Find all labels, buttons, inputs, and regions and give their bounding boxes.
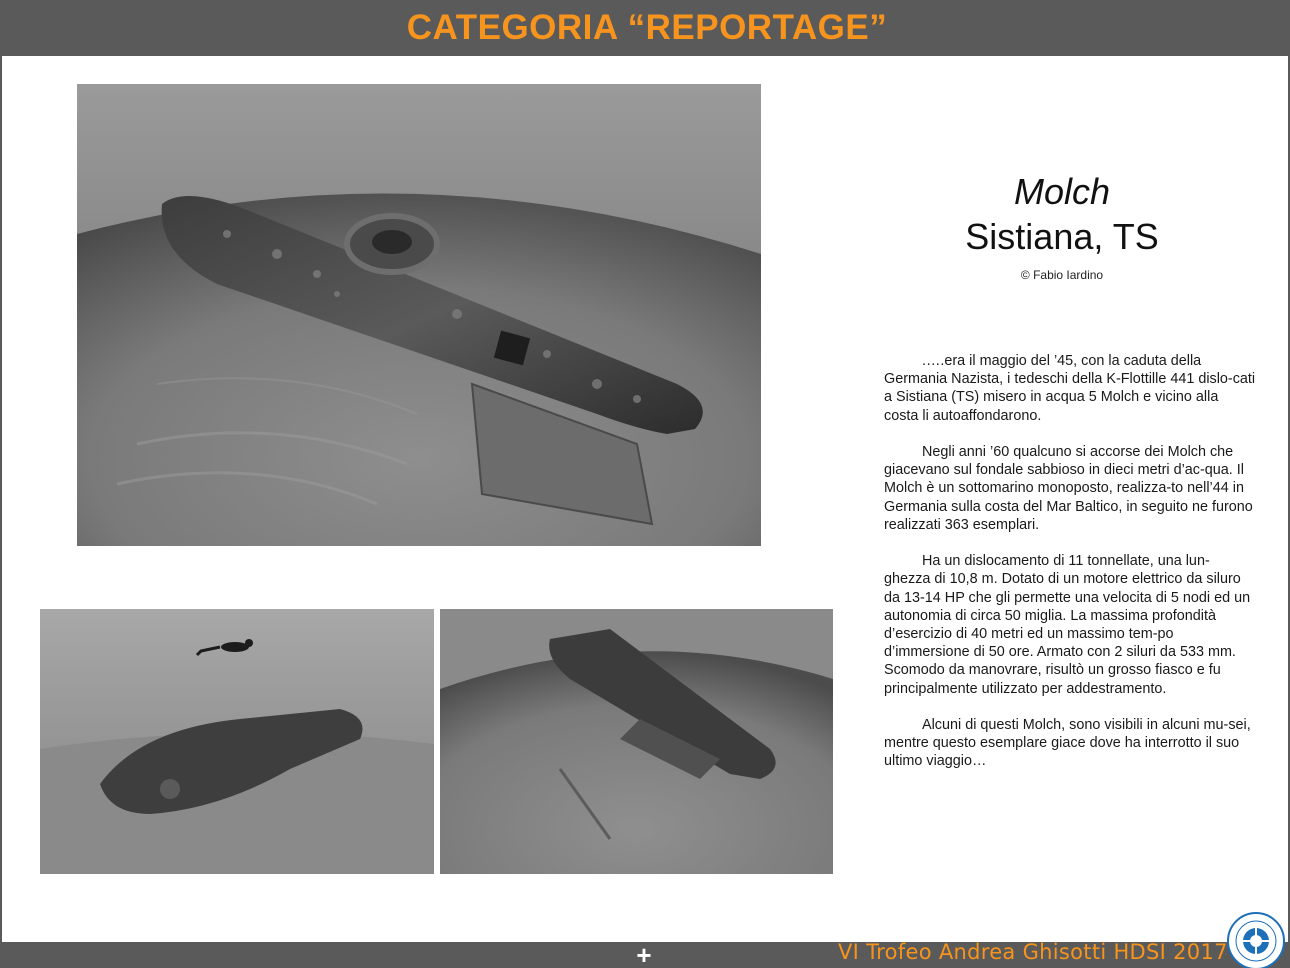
- article-name: Molch: [1013, 171, 1111, 212]
- main-photo-wreck: [77, 84, 761, 546]
- page-title: CATEGORIA “REPORTAGE”: [406, 8, 888, 47]
- photo-wreck-closeup: [440, 609, 833, 874]
- article-paragraph: .….era il maggio del ’45, con la caduta della Germania Nazista, i tedeschi della K-Flottille 441 dislo-cati a Sistiana (TS) misero in acqua 5 Molch e vicino alla costa li autoaffondarono.: [884, 353, 1256, 424]
- article-body: [884, 352, 1256, 789]
- left-border: [0, 56, 2, 942]
- plus-icon: +: [636, 940, 652, 968]
- photo-diver-wreck: [40, 609, 434, 874]
- article-paragraph: Negli anni ’60 qualcuno si accorse dei Molch che giacevano sul fondale sabbioso in dieci metri d’ac-qua. Il Molch è un sottomarino monoposto, realizza-to nell’44 in Germania sulla costa del Mar Baltico, in seguito ne furono realizzati 363 esemplari.: [884, 444, 1253, 533]
- hdsi-logo-icon: [1226, 911, 1286, 968]
- article-place: Sistiana, TS: [965, 216, 1159, 257]
- photo-credit: © Fabio Iardino: [1020, 268, 1104, 282]
- article-paragraph: Ha un dislocamento di 11 tonnellate, una lun-ghezza di 10,8 m. Dotato di un motore elettrico da siluro da 13-14 HP che gli permette una velocita di 5 nodi ed un autonomia di circa 50 miglia. La massima profondità d’esercizio di 40 metri ed un massimo tem-po d’immersione di 50 ore. Armato con 2 siluri da 533 mm. Scomodo da manovrare, risultò un grosso fiasco e fu principalmente utilizzato per addestramento.: [884, 553, 1251, 697]
- footer-event-title: VI Trofeo Andrea Ghisotti HDSI 2017: [838, 940, 1228, 964]
- article-paragraph: Alcuni di questi Molch, sono visibili in alcuni mu-sei, mentre questo esemplare giace dove ha interrotto il suo ultimo viaggio…: [884, 717, 1251, 770]
- header-bar: [0, 0, 1290, 56]
- article-title-block: [880, 170, 1244, 282]
- main-photo-image: [77, 84, 761, 546]
- photo-diver-image: [40, 609, 434, 874]
- photo-wreck-closeup-image: [440, 609, 833, 874]
